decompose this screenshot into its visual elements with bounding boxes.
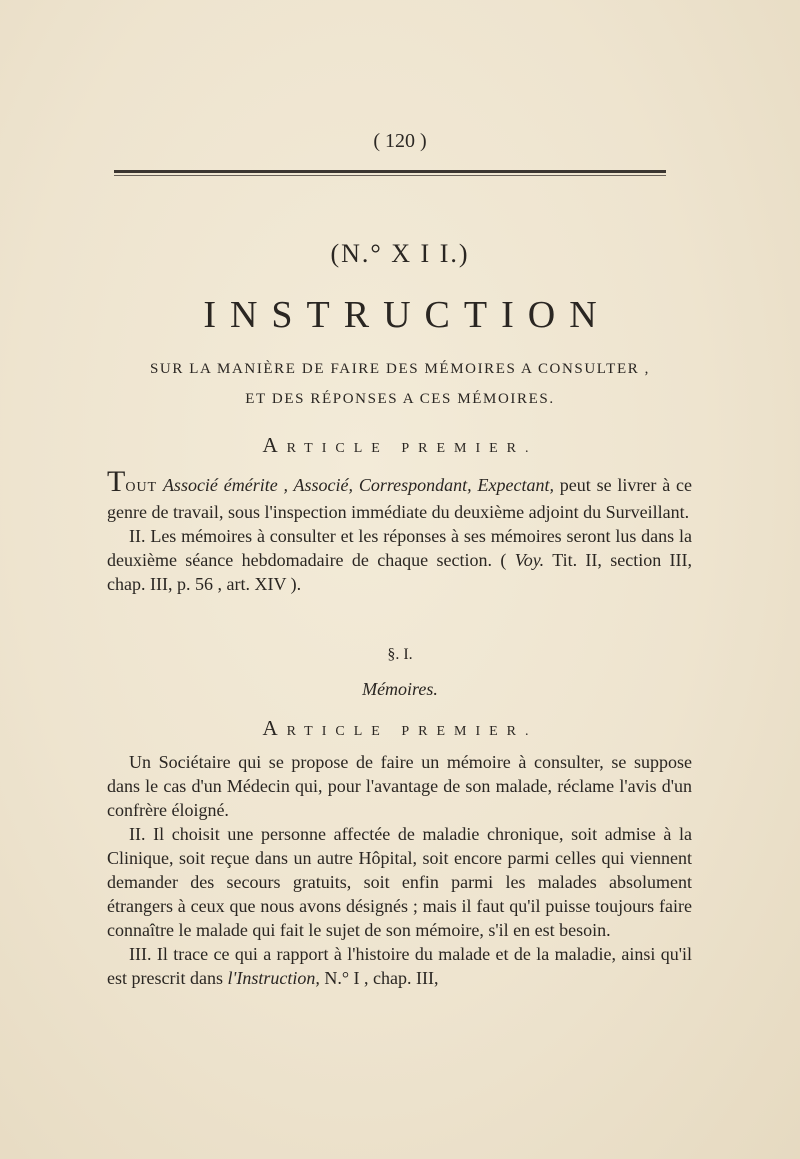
article-heading-1-rest: RTICLE PREMIER. [286,441,538,456]
memoires-paragraph-1: Un Sociétaire qui se propose de faire un mémoire à consulter, se suppose dans le cas d'un Médecin qui, pour l'avantage de son malade, réclame l'avis d'un confrère éloigné. [107,752,692,820]
article-heading-2-rest: RTICLE PREMIER. [286,724,538,739]
header-rule [114,170,666,173]
memoires-paragraph-3-end: N.° I , chap. III, [324,968,439,988]
drop-initial: T [107,465,126,498]
page-number: ( 120 ) [373,130,427,152]
tout-small-caps: OUT [125,480,158,495]
article-one-paragraph-1-rest: peut se livrer à ce genre de travail, sous l'inspection immédiate du deuxième adjoint du Surveillant. [107,475,693,522]
article-heading-1-cap: A [262,433,287,457]
memoires-paragraph-3-start: III. Il trace ce qui a rapport à l'histoire du malade et de la maladie, ainsi qu'il est prescrit dans [107,944,692,988]
article-one-paragraph-1 [107,465,693,524]
article-heading-2-cap: A [262,716,287,740]
section-title: Mémoires. [362,679,438,699]
member-titles: Associé émérite , Associé, Correspondant, Expectant, [162,475,554,495]
article-heading-1 [0,433,800,458]
article-one-paragraph-2 [107,524,692,596]
reference-text: Tit. II, section III, chap. III, p. 56 , art. XIV ). [107,550,693,594]
header-rule-thin [114,175,666,176]
article-one-paragraph-2-text: II. Les mémoires à consulter et les réponses à ses mémoires seront lus dans la deuxième séance hebdomadaire de chaque section. [107,526,692,570]
memoires-paragraph-2: II. Il choisit une personne affectée de maladie chronique, soit admise à la Clinique, soit reçue dans un autre Hôpital, soit encore parmi celles qui viennent demander des secours gratuits, soit enfin parmi les malades absolument étrangers à ceux que nous avons désignés ; mais il faut qu'il puisse toujours faire connaître le malade qui fait le sujet de son mémoire, s'il en est besoin. [107,824,692,940]
document-title: INSTRUCTION [203,294,611,336]
document-number: (N.° X I I.) [330,239,470,268]
article-one-text [107,465,693,596]
memoires-paragraph-3 [107,942,692,990]
subtitle-line-1: SUR LA MANIÈRE DE FAIRE DES MÉMOIRES A CONSULTER , [149,361,651,377]
article-heading-2 [0,716,800,741]
reference-open: ( [500,550,507,570]
reference-voy: Voy. [514,550,545,570]
section-mark: §. I. [387,646,413,663]
subtitle-line-2: ET DES RÉPONSES A CES MÉMOIRES. [245,391,555,407]
memoires-text [107,750,692,990]
instruction-reference: l'Instruction, [227,968,320,988]
